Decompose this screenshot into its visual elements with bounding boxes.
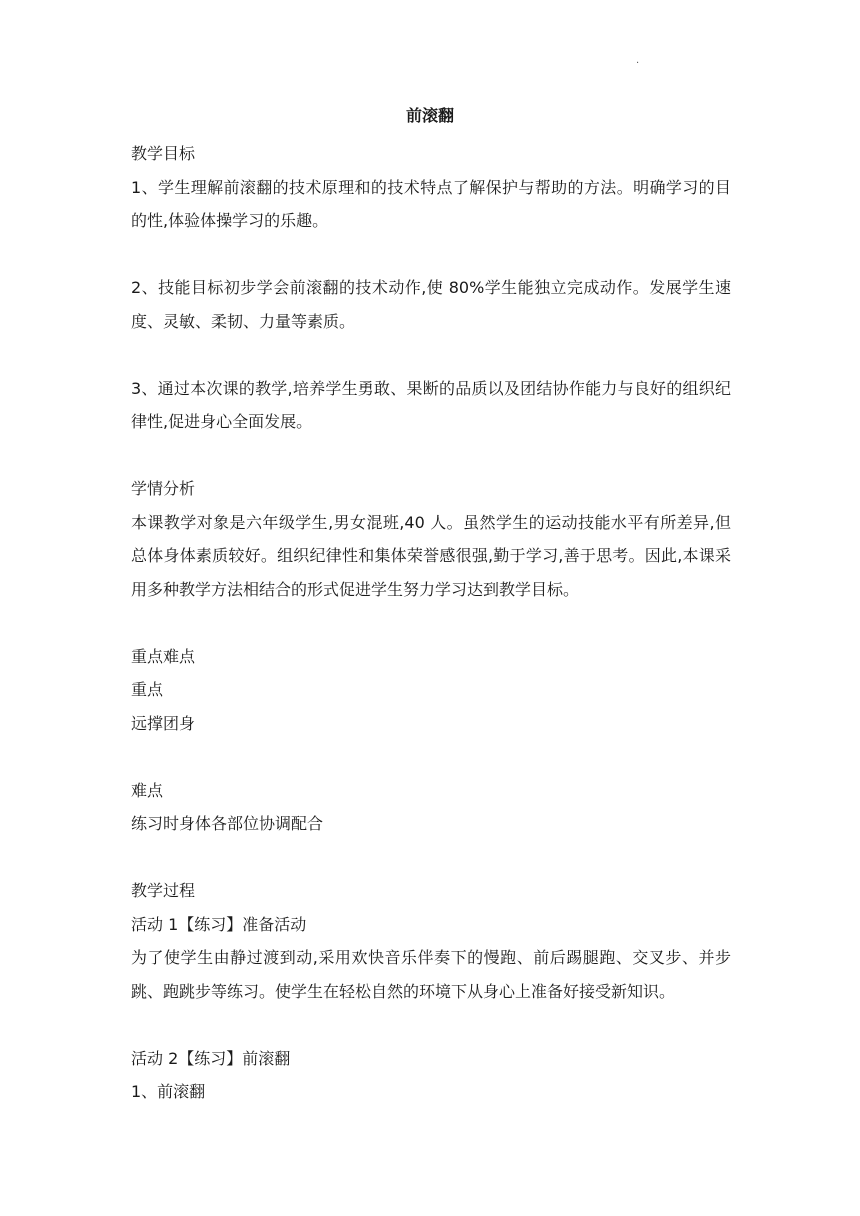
header-mark: . — [636, 55, 640, 66]
document-title: 前滚翻 — [405, 106, 454, 125]
activity-1-title: 活动 1【练习】准备活动 — [131, 914, 307, 934]
activity-2-item-1: 1、前滚翻 — [131, 1082, 206, 1101]
key-point-text: 远撑团身 — [131, 713, 196, 733]
spacer — [131, 606, 731, 640]
process-heading: 教学过程 — [131, 881, 196, 900]
spacer — [131, 740, 731, 774]
analysis-heading: 学情分析 — [131, 479, 196, 498]
analysis-text: 本课教学对象是六年级学生,男女混班,40 人。虽然学生的运动技能水平有所差异,但总体身体素质较好。组织纪律性和集体荣誉感很强,勤于学习,善于思考。因此,本课采用多种教学方法相结合的形式促进学生努力学习达到教学目标。 — [131, 512, 731, 599]
objectives-heading: 教学目标 — [131, 144, 196, 163]
objective-item-1: 1、学生理解前滚翻的技术原理和的技术特点了解保护与帮助的方法。明确学习的目的性,体验体操学习的乐趣。 — [131, 177, 731, 230]
spacer — [131, 238, 731, 272]
document-body — [131, 137, 731, 1109]
difficulty-label: 难点 — [131, 780, 164, 800]
objective-item-2: 2、技能目标初步学会前滚翻的技术动作,使 80%学生能独立完成动作。发展学生速度、灵敏、柔韧、力量等素质。 — [131, 278, 731, 331]
key-point-label: 重点 — [131, 680, 164, 699]
spacer — [131, 1008, 731, 1042]
objective-item-3: 3、通过本次课的教学,培养学生勇敢、果断的品质以及团结协作能力与良好的组织纪律性,促进身心全面发展。 — [131, 378, 731, 431]
difficulty-text: 练习时身体各部位协调配合 — [131, 814, 324, 833]
spacer — [131, 841, 731, 875]
activity-1-text: 为了使学生由静过渡到动,采用欢快音乐伴奏下的慢跑、前后踢腿跑、交叉步、并步跳、跑跳步等练习。使学生在轻松自然的环境下从身心上准备好接受新知识。 — [131, 948, 731, 1001]
spacer — [131, 338, 731, 372]
spacer — [131, 439, 731, 473]
key-points-heading: 重点难点 — [131, 646, 196, 666]
activity-2-title: 活动 2【练习】前滚翻 — [131, 1048, 291, 1068]
